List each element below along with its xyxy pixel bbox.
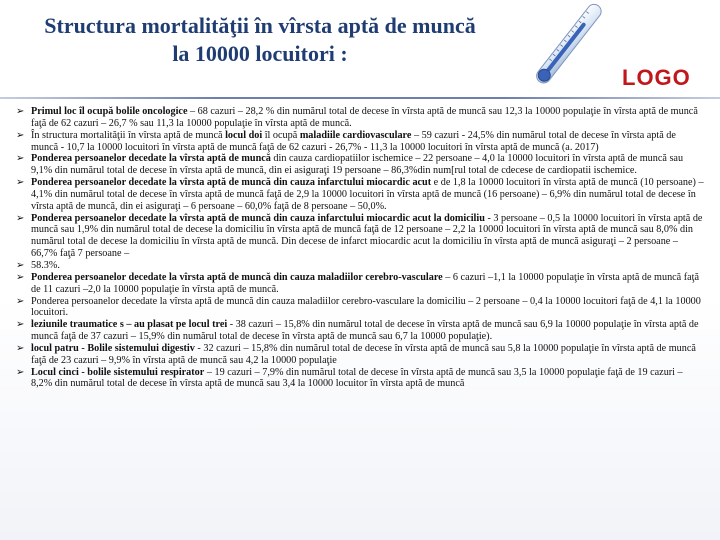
bullet-text: îl ocupă [262,129,300,141]
bullet-text: - 3 persoane – 0,5 la 10000 locuitori în vîrsta aptă de muncă sau 1,9% din numărul total de decese la domiciliu în vîrsta aptă de muncă faţă de 12 persoane – 2,2 la 10000 locuitori în vîrsta aptă de muncă sau 8,0% din numărul total de decese la domiciliu în vîrsta aptă de muncă. Din decese de infarct miocardic acut la domiciliu în vîrsta aptă de muncă asiguraţi – 2 persoane –66,7% faţă 7 persoane – [31,212,703,260]
arrow-bullet-icon: ➢ [16,342,25,354]
bullet-text: - 38 cazuri – 15,8% din numărul total de decese în vîrsta aptă de muncă sau 6,9 la 10000 populaţie în vîrsta aptă de muncă faţă de 37 cazuri – 15,9% din numărul total de decese în vîrsta aptă de muncă sau 6,7 la 10000 populaţie). [31,319,699,343]
title-divider [0,97,720,99]
bullet-emphasis: Ponderea persoanelor decedate la vîrsta aptă de muncă din cauza maladiilor cerebro-vasculare [31,271,443,283]
arrow-bullet-icon: ➢ [16,106,25,117]
bullet-emphasis: Locul cinci - bolile sistemului respirator [31,366,205,378]
arrow-bullet-icon: ➢ [16,259,25,271]
slide-title: Structura mortalităţii în vîrsta aptă de muncă la 10000 locuitori : [44,13,476,66]
bullet-item [14,272,704,296]
bullet-item [14,106,704,130]
bullet-text: – 19 cazuri – 7,9% din numărul total de decese în vîrsta aptă de muncă sau 3,5 la 10000 populaţie faţă de 19 cazuri – 8,2% din numărul total de decese în vîrsta aptă de muncă sau 3,4 la 10000 locuitor în vîrsta aptă de muncă [31,366,683,390]
bullet-text: din cauza cardiopatiilor ischemice – 22 persoane – 4,0 la 10000 locuitori în vîrsta aptă de muncă sau 9,1% din numărul total de decese în vîrsta aptă de muncă, din ei asiguraţi 19 persoane – 86,3%din num[rul total de cdecese de cardiopatii ischemice. [31,153,684,177]
arrow-bullet-icon: ➢ [16,129,25,141]
bullet-item [14,260,704,272]
bullet-emphasis: Ponderea persoanelor decedate la vîrsta aptă de muncă din cauza infarctului miocardic acut la domiciliu [31,212,485,224]
bullet-item [14,343,704,367]
bullet-emphasis: Ponderea persoanelor decedate la vîrsta aptă de muncă [31,153,271,165]
bullet-emphasis: Primul loc îl ocupă bolile oncologice [31,106,188,117]
bullet-item [14,296,704,320]
bullet-list [14,106,704,390]
bullet-item [14,177,704,213]
thermometer-icon [505,2,625,92]
arrow-bullet-icon: ➢ [16,153,25,165]
arrow-bullet-icon: ➢ [16,177,25,189]
bullet-emphasis: locul patru - Bolile sistemului digestiv [31,342,195,354]
bullet-item [14,130,704,154]
bullet-text: – 59 cazuri - 24,5% din numărul total de decese în vîrsta aptă de muncă - 10,7 la 10000 locuitori în vîrsta aptă de muncă faţă de 62 cazuri - 26,7% - 11,3 la 10000 locuitori în vîrsta aptă de muncă (a. 2017) [31,129,676,153]
bullet-text: În structura mortalităţii în vîrsta aptă de muncă [31,129,226,141]
bullet-text: – 68 cazuri – 28,2 % din numărul total de decese în vîrsta aptă de muncă sau 12,3 la 10000 populaţie în vîrsta aptă de muncă faţă de 62 cazuri – 26,7 % sau 11,3 la 10000 populaţie în vîrsta aptă de muncă. [31,106,698,129]
bullet-emphasis: leziunile traumatice s – au plasat pe locul trei [31,319,228,331]
bullet-text: - 32 cazuri – 15,8% din numărul total de decese în vîrsta aptă de muncă sau 5,8 la 10000 populaţie în vîrsta aptă de muncă faţă de 23 cazuri – 9,9% în vîrsta aptă de muncă sau 4,2 la 10000 populaţie [31,342,696,366]
arrow-bullet-icon: ➢ [16,319,25,331]
bullet-item [14,153,704,177]
bullet-emphasis: Ponderea persoanelor decedate la vîrsta aptă de muncă din cauza infarctului miocardic acut [31,177,432,189]
bullet-text: Ponderea persoanelor decedate la vîrsta aptă de muncă din cauza maladiilor cerebro-vasculare la domiciliu – 2 persoane – 0,4 la 10000 locuitori faţă de 4,1 la 10000 locuitori. [31,295,701,319]
bullet-emphasis: locul doi [225,129,263,141]
bullet-item [14,213,704,260]
arrow-bullet-icon: ➢ [16,295,25,307]
bullet-item [14,319,704,343]
arrow-bullet-icon: ➢ [16,366,25,378]
logo: LOGO [622,65,691,90]
arrow-bullet-icon: ➢ [16,271,25,283]
bullet-text: e de 1,8 la 10000 locuitori în vîrsta aptă de muncă (10 persoane) – 4,1% din numărul total de decese în vîrsta aptă de muncă faţă de 2,9 la 10000 locuitori în vîrsta aptă de muncă (16 persoane) – 6,9% din numărul total de decese în vîrsta aptă de muncă, din ei asiguraţi – 6 persoane – 60,0% faţă de 8 persoane – 50,0%. [31,177,704,212]
bullet-text: 58.3%. [31,259,60,271]
bullet-item [14,367,704,391]
bullet-text: – 6 cazuri –1,1 la 10000 populaţie în vîrsta aptă de muncă faţă de 11 cazuri –2,0 la 10000 populaţie în vîrsta aptă de muncă. [31,271,700,295]
bullet-emphasis: maladiile cardiovasculare [299,129,412,141]
arrow-bullet-icon: ➢ [16,212,25,224]
